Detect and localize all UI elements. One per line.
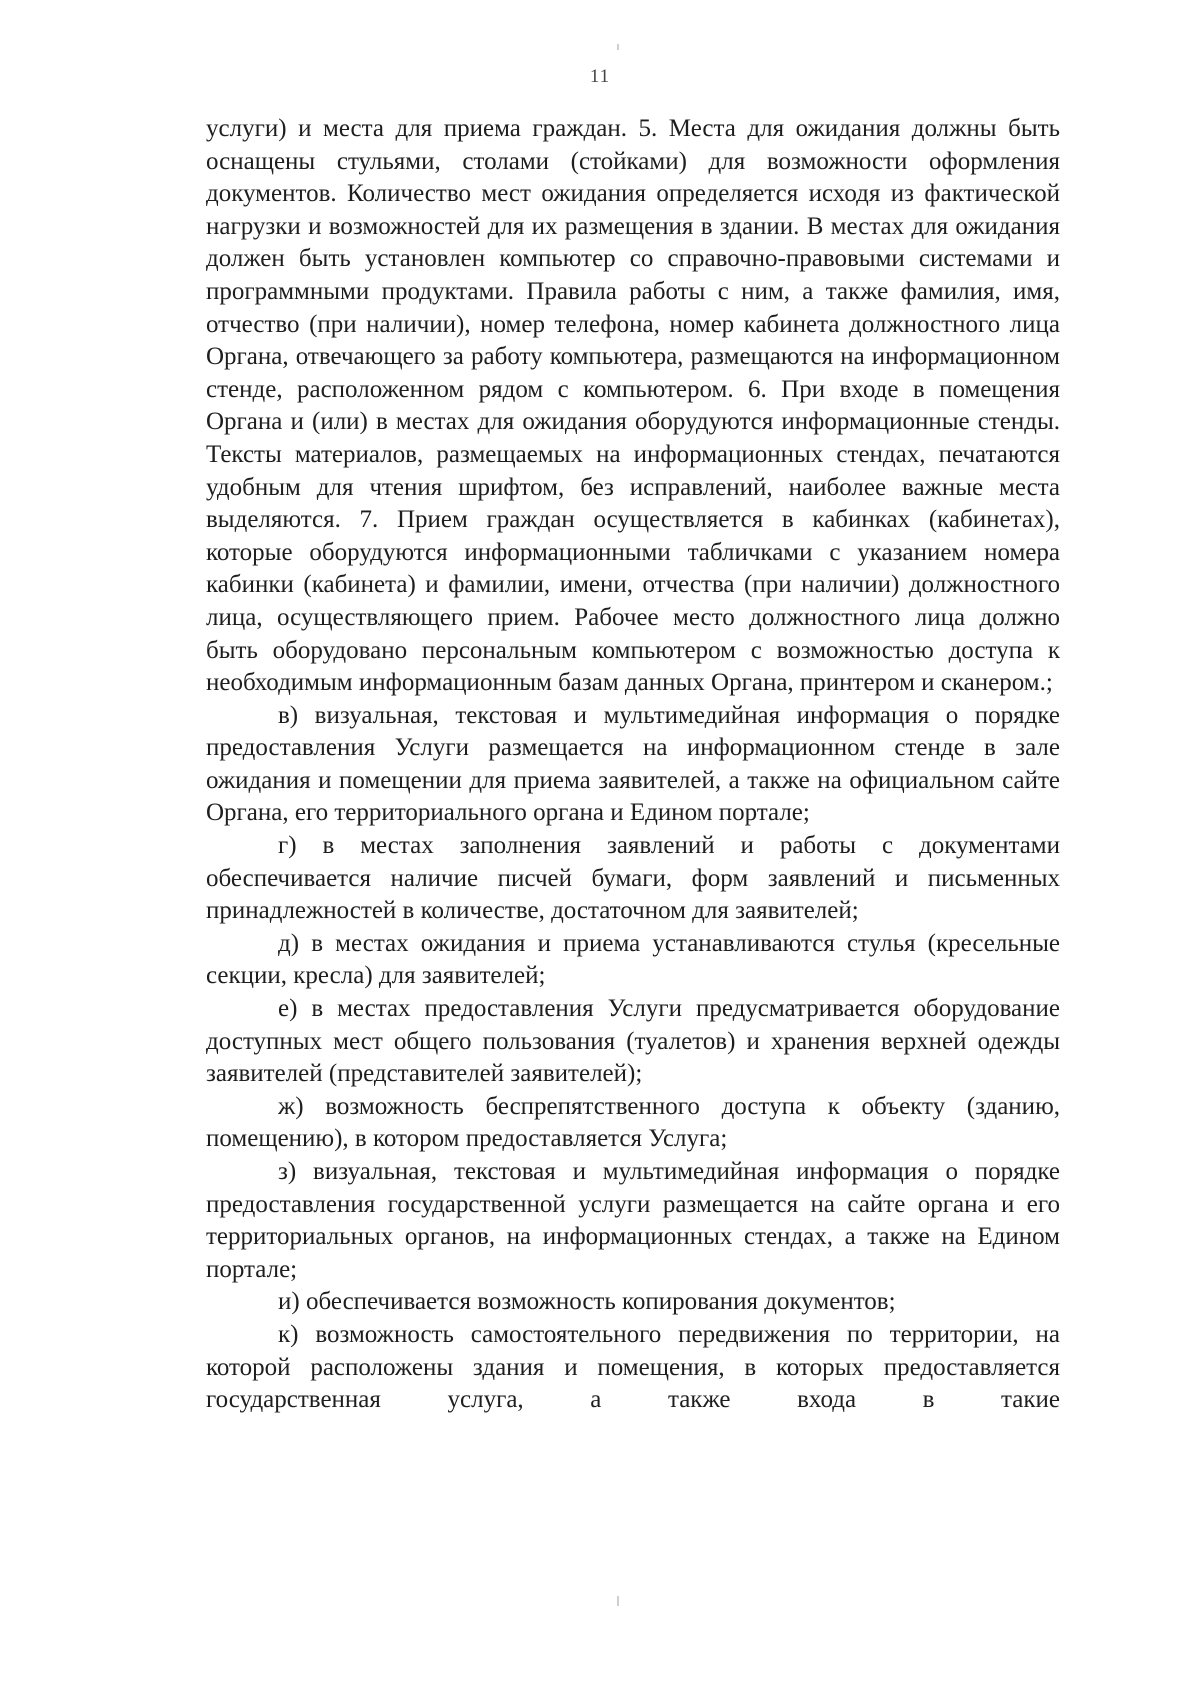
scan-mark-bottom bbox=[617, 1596, 619, 1606]
paragraph-item-g: г) в местах заполнения заявлений и работы с документами обеспечивается наличие писчей бумаги, форм заявлений и письменных принадлежностей в количестве, достаточном для заявителей; bbox=[206, 832, 1060, 925]
scan-mark-top bbox=[617, 44, 619, 50]
paragraph-item-zh: ж) возможность беспрепятственного доступа к объекту (зданию, помещению), в котором предоставляется Услуга; bbox=[206, 1092, 1060, 1153]
document-body bbox=[206, 113, 1060, 1417]
paragraph-continuation: услуги) и места для приема граждан. 5. Места для ожидания должны быть оснащены стульями, столами (стойками) для возможности оформления документов. Количество мест ожидания определяется исходя из фактической нагрузки и возможностей для их размещения в здании. В местах для ожидания должен быть установлен компьютер со справочно-правовыми системами и программными продуктами. Правила работы с ним, а также фамилия, имя, отчество (при наличии), номер телефона, номер кабинета должностного лица Органа, отвечающего за работу компьютера, размещаются на информационном стенде, расположенном рядом с компьютером. 6. При входе в помещения Органа и (или) в местах для ожидания оборудуются информационные стенды. Тексты материалов, размещаемых на информационных стендах, печатаются удобным для чтения шрифтом, без исправлений, наиболее важные места выделяются. 7. Прием граждан осуществляется в кабинках (кабинетах), которые оборудуются информационными табличками с указанием номера кабинки (кабинета) и фамилии, имени, отчества (при наличии) должностного лица, осуществляющего прием. Рабочее место должностного лица должно быть оборудовано персональным компьютером с возможностью доступа к необходимым информационным базам данных Органа, принтером и сканером.; bbox=[206, 115, 1060, 697]
page-number: 11 bbox=[589, 66, 611, 87]
paragraph-item-d: д) в местах ожидания и приема устанавливаются стулья (кресельные секции, кресла) для заявителей; bbox=[206, 929, 1060, 990]
paragraph-item-e: е) в местах предоставления Услуги предусматривается оборудование доступных мест общего пользования (туалетов) и хранения верхней одежды заявителей (представителей заявителей); bbox=[206, 995, 1060, 1088]
paragraph-item-z: з) визуальная, текстовая и мультимедийная информация о порядке предоставления государственной услуги размещается на сайте органа и его территориальных органов, на информационных стендах, а также на Едином портале; bbox=[206, 1158, 1060, 1283]
paragraph-item-i: и) обеспечивается возможность копирования документов; bbox=[278, 1288, 896, 1316]
paragraph-item-k: к) возможность самостоятельного передвижения по территории, на которой расположены здания и помещения, в которых предоставляется государственная услуга, а также входа в такие bbox=[206, 1320, 1060, 1414]
paragraph-item-v: в) визуальная, текстовая и мультимедийная информация о порядке предоставления Услуги размещается на информационном стенде в зале ожидания и помещении для приема заявителей, а также на официальном сайте Органа, его территориального органа и Едином портале; bbox=[206, 701, 1060, 827]
